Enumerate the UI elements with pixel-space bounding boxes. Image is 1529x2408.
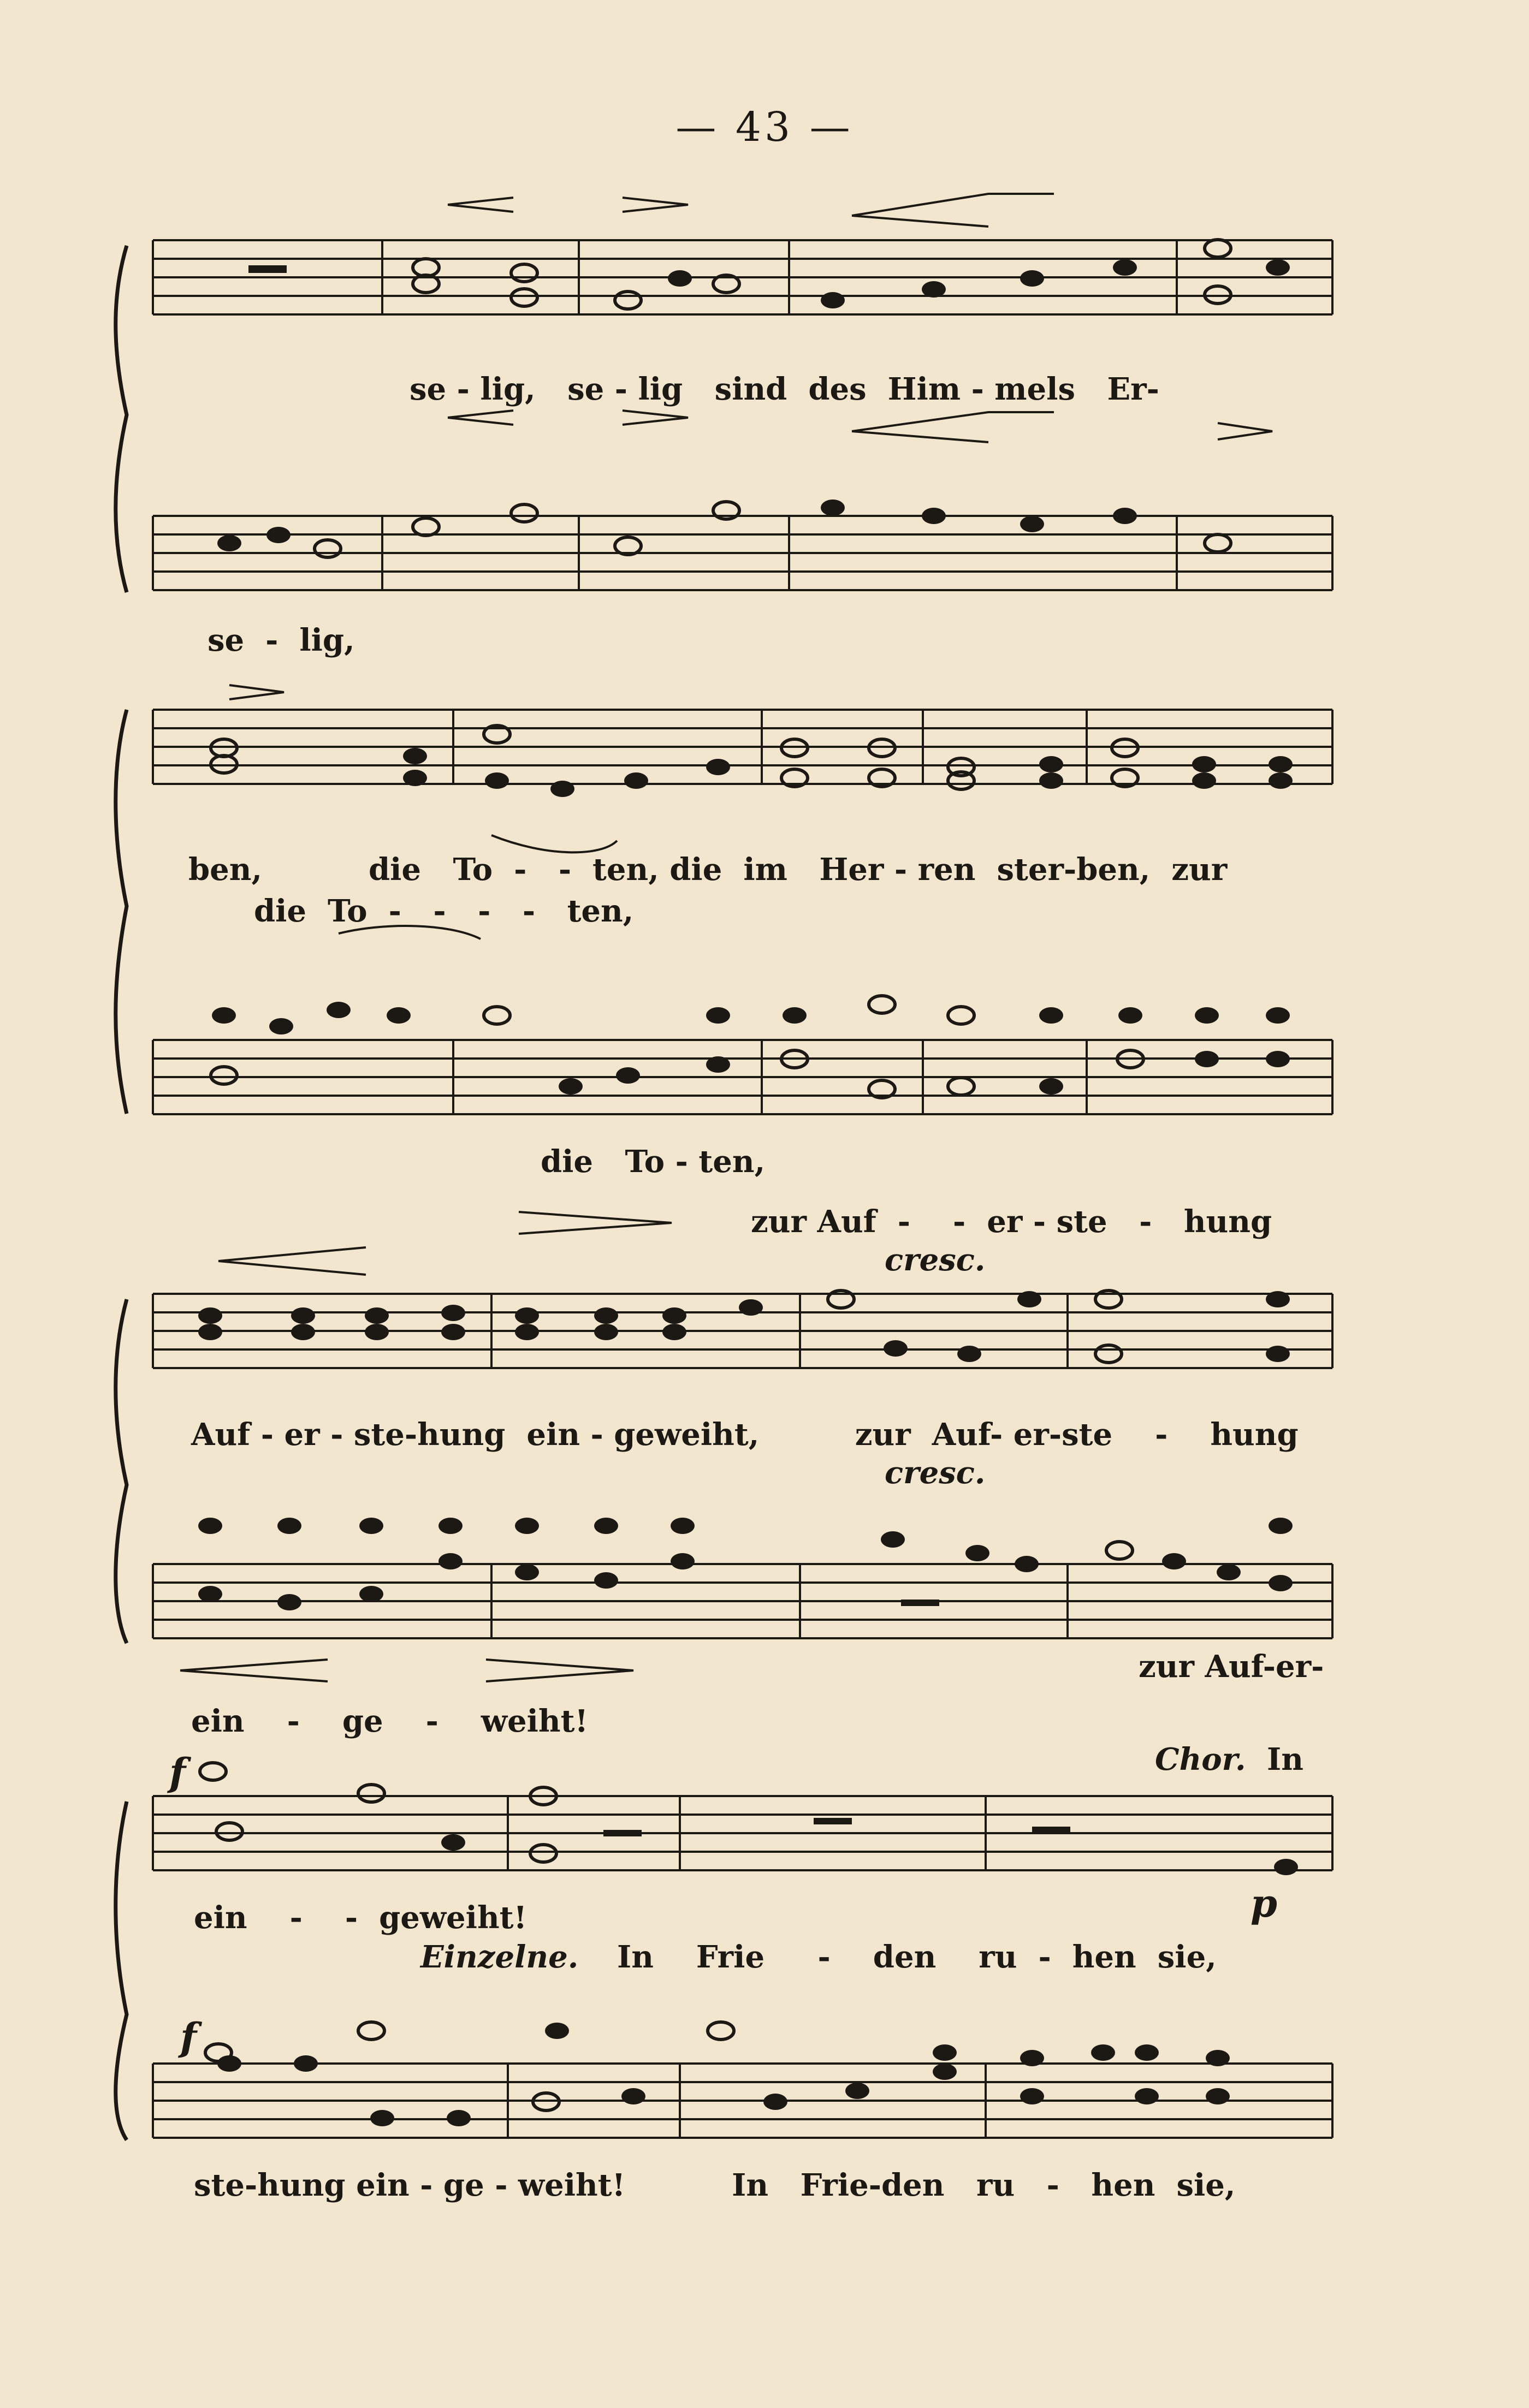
- forte-marking-upper: f: [169, 1750, 186, 1795]
- lyric-einzelne: In Frie - den ru - hen sie,: [617, 1939, 1217, 1975]
- lyric-system2-lower: die To - ten,: [541, 1144, 766, 1180]
- lyric-system4-top: ein - ge - weiht!: [191, 1703, 589, 1739]
- lyric-system4-upper: ein - - geweiht!: [194, 1900, 528, 1936]
- staff-lower-1: [153, 516, 1332, 590]
- staff-upper-1: [153, 240, 1332, 314]
- lyric-system2-upper-2: die To - - - - ten,: [254, 893, 634, 929]
- page-number: — 43 —: [675, 104, 854, 151]
- cresc-marking-lower: cresc.: [885, 1455, 986, 1491]
- cresc-marking-upper: cresc.: [885, 1242, 986, 1278]
- lyric-system3-lower: zur Auf-er-: [1139, 1649, 1324, 1685]
- lyric-system3-top: zur Auf - - er - ste - hung: [751, 1204, 1272, 1240]
- lyric-system3-upper: Auf - er - ste-hung ein - geweiht, zur Auf- er-ste - hung: [191, 1417, 1299, 1453]
- forte-marking-lower: f: [180, 2014, 197, 2060]
- einzelne-label: Einzelne.: [420, 1939, 579, 1975]
- lyric-system2-upper-1: ben, die To - - ten, die im Her - ren ster-ben, zur: [188, 852, 1228, 888]
- lyric-system4-lower: ste-hung ein - ge - weiht! In Frie-den ru - hen sie,: [194, 2167, 1236, 2203]
- chor-word: In: [1267, 1741, 1303, 1777]
- chor-label: Chor.: [1155, 1741, 1246, 1777]
- lyric-system1-lower: se - lig,: [208, 622, 355, 658]
- piano-marking: p: [1251, 1881, 1277, 1926]
- lyric-system1-upper: se - lig, se - lig sind des Him - mels Er-: [410, 371, 1159, 407]
